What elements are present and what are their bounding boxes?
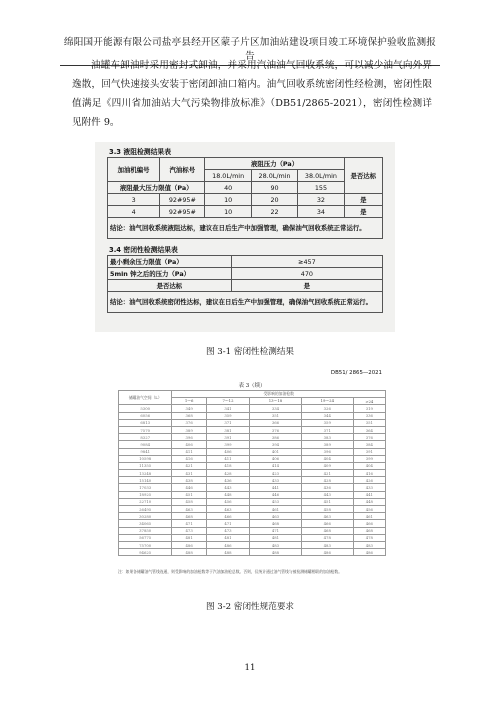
volume-cell: 26495 xyxy=(119,506,172,513)
pressure-cell: 416 xyxy=(353,470,385,477)
pressure-cell: 483 xyxy=(250,541,302,548)
pressure-cell: 384 xyxy=(353,441,385,448)
pressure-cell: 468 xyxy=(353,527,385,534)
pressure-cell: 381 xyxy=(206,426,249,433)
standard-table-body xyxy=(119,405,386,556)
table-row xyxy=(119,405,386,412)
value-cell: 34 xyxy=(298,206,344,218)
pressure-cell: 428 xyxy=(206,470,249,477)
min-pressure-label: 最小剩余压力限值（Pa） xyxy=(108,256,232,268)
volume-cell: 6813 xyxy=(119,419,172,426)
table-row xyxy=(119,426,386,433)
table-row xyxy=(119,506,386,513)
pressure-cell: 466 xyxy=(206,513,249,520)
pressure-cell: 461 xyxy=(353,513,385,520)
pressure-cell: 326 xyxy=(301,405,353,412)
pressure-cell: 391 xyxy=(206,434,249,441)
pressure-cell: 359 xyxy=(206,412,249,419)
limit-label: 液阻最大压力限值（Pa） xyxy=(108,182,205,194)
pressure-cell: 371 xyxy=(206,419,249,426)
pressure-cell: 351 xyxy=(250,412,302,419)
table-row xyxy=(108,194,383,206)
liquid-pressure-header: 液阻压力（Pa） xyxy=(205,158,344,170)
pressure-cell: 433 xyxy=(250,477,302,484)
pressure-cell: 473 xyxy=(206,527,249,534)
pressure-cell: 456 xyxy=(206,498,249,505)
pressure-cell: 428 xyxy=(301,477,353,484)
pressure-cell: 341 xyxy=(206,405,249,412)
pressure-cell: 486 xyxy=(301,549,353,556)
five-min-pressure-label: 5min 钟之后的压力（Pa） xyxy=(108,268,232,280)
pressure-cell: 399 xyxy=(206,441,249,448)
tightness-pass-label: 是否达标 xyxy=(108,280,232,292)
tightness-table-title: 3.4 密闭性检测结果表 xyxy=(109,246,178,254)
volume-cell: 56775 xyxy=(119,534,172,541)
pressure-cell: 364 xyxy=(353,426,385,433)
grade-cell: 92#95# xyxy=(160,206,205,218)
table-row xyxy=(119,441,386,448)
liquid-conclusion: 结论：油气回收系统液阻达标，建议在日后生产中加强管理，确保油气回收系统正常运行。 xyxy=(108,218,383,239)
table-row xyxy=(119,534,386,541)
test-result-scan xyxy=(95,142,395,332)
pressure-cell: 431 xyxy=(172,470,207,477)
pressure-cell: 396 xyxy=(301,448,353,455)
volume-cell: 9841 xyxy=(119,448,172,455)
table-row xyxy=(119,498,386,505)
volume-cell: 7570 xyxy=(119,426,172,433)
pressure-cell: 451 xyxy=(172,491,207,498)
pressure-cell: 481 xyxy=(172,534,207,541)
machine-cell: 4 xyxy=(108,206,160,218)
pressure-cell: 406 xyxy=(250,455,302,462)
pressure-cell: 483 xyxy=(301,541,353,548)
nozzle-range-header: 13～18 xyxy=(250,398,302,405)
pressure-cell: 414 xyxy=(250,462,302,469)
tightness-pass-value: 是 xyxy=(231,280,382,292)
pressure-cell: 486 xyxy=(353,549,385,556)
pressure-cell: 471 xyxy=(172,520,207,527)
pressure-cell: 441 xyxy=(353,491,385,498)
pressure-cell: 468 xyxy=(301,527,353,534)
table-row xyxy=(119,513,386,520)
volume-cell: 9084 xyxy=(119,441,172,448)
standard-table-scan xyxy=(118,370,386,585)
value-cell: 20 xyxy=(251,194,297,206)
standard-table xyxy=(118,390,386,556)
pressure-cell: 448 xyxy=(353,498,385,505)
page-number: 11 xyxy=(244,663,256,673)
grade-cell: 92#95# xyxy=(160,194,205,206)
pressure-cell: 376 xyxy=(250,426,302,433)
tightness-conclusion: 结论：油气回收系统密闭性达标，建议在日后生产中加强管理，确保油气回收系统正常运行。 xyxy=(108,292,383,313)
pressure-cell: 401 xyxy=(250,448,302,455)
pressure-cell: 336 xyxy=(353,412,385,419)
pressure-cell: 404 xyxy=(301,455,353,462)
page-header: 绵阳国开能源有限公司盐亭县经开区蒙子片区加油站建设项目竣工环境保护验收监测报告 xyxy=(60,34,440,66)
table-row xyxy=(119,470,386,477)
volume-cell: 22710 xyxy=(119,498,172,505)
pressure-cell: 394 xyxy=(250,441,302,448)
volume-cell: 30280 xyxy=(119,513,172,520)
pressure-cell: 376 xyxy=(353,434,385,441)
pressure-cell: 481 xyxy=(206,534,249,541)
pressure-cell: 468 xyxy=(250,520,302,527)
flow-header: 28.0L/min xyxy=(251,170,297,182)
pressure-cell: 406 xyxy=(206,448,249,455)
pressure-cell: 456 xyxy=(353,506,385,513)
volume-cell: 13248 xyxy=(119,470,172,477)
pressure-cell: 436 xyxy=(206,477,249,484)
pressure-cell: 389 xyxy=(172,426,207,433)
table-row xyxy=(119,491,386,498)
flow-header: 18.0L/min xyxy=(205,170,251,182)
pressure-cell: 483 xyxy=(353,541,385,548)
table-row xyxy=(119,477,386,484)
pressure-cell: 366 xyxy=(250,419,302,426)
pressure-cell: 441 xyxy=(250,484,302,491)
nozzle-group-header: 受影响的加油枪数 xyxy=(172,391,386,398)
machine-header: 加油机编号 xyxy=(108,158,160,182)
pressure-cell: 446 xyxy=(172,484,207,491)
pressure-cell: 451 xyxy=(301,498,353,505)
liquid-resistance-table xyxy=(107,157,383,239)
pressure-cell: 334 xyxy=(250,405,302,412)
pressure-cell: 443 xyxy=(301,491,353,498)
pressure-cell: 416 xyxy=(172,455,207,462)
table-row xyxy=(119,455,386,462)
pressure-cell: 481 xyxy=(250,534,302,541)
table-row xyxy=(119,448,386,455)
five-min-pressure-value: 470 xyxy=(231,268,382,280)
pressure-cell: 448 xyxy=(206,491,249,498)
nozzle-range-header: 1～6 xyxy=(172,398,207,405)
table-row xyxy=(119,549,386,556)
value-cell: 10 xyxy=(205,206,251,218)
pressure-cell: 473 xyxy=(172,527,207,534)
pressure-cell: 486 xyxy=(172,541,207,548)
pressure-cell: 461 xyxy=(250,506,302,513)
pass-cell: 是 xyxy=(344,194,382,206)
pressure-cell: 359 xyxy=(301,419,353,426)
volume-cell: 10598 xyxy=(119,455,172,462)
pressure-cell: 319 xyxy=(353,405,385,412)
pressure-cell: 349 xyxy=(172,405,207,412)
machine-cell: 3 xyxy=(108,194,160,206)
pressure-cell: 488 xyxy=(206,549,249,556)
pressure-cell: 433 xyxy=(353,484,385,491)
pressure-cell: 471 xyxy=(250,527,302,534)
pressure-cell: 466 xyxy=(353,520,385,527)
value-cell: 32 xyxy=(298,194,344,206)
nozzle-range-header: 19～24 xyxy=(301,398,353,405)
pressure-cell: 446 xyxy=(250,491,302,498)
pressure-cell: 351 xyxy=(353,419,385,426)
table-row xyxy=(108,206,383,218)
pressure-cell: 406 xyxy=(172,441,207,448)
pressure-cell: 458 xyxy=(172,498,207,505)
min-pressure-value: ≥457 xyxy=(231,256,382,268)
pressure-cell: 436 xyxy=(301,484,353,491)
volume-cell: 15140 xyxy=(119,477,172,484)
table-row xyxy=(119,412,386,419)
pressure-cell: 458 xyxy=(301,506,353,513)
pressure-cell: 344 xyxy=(301,412,353,419)
liquid-resistance-table-title: 3.3 液阻检测结果表 xyxy=(109,148,171,156)
pressure-cell: 421 xyxy=(172,462,207,469)
table-row xyxy=(119,419,386,426)
pressure-cell: 471 xyxy=(206,520,249,527)
value-cell: 10 xyxy=(205,194,251,206)
pressure-cell: 411 xyxy=(172,448,207,455)
pressure-cell: 383 xyxy=(301,434,353,441)
volume-cell: 75700 xyxy=(119,541,172,548)
pressure-cell: 488 xyxy=(250,549,302,556)
figure-caption-2: 图 3-2 密闭性规范要求 xyxy=(205,602,295,612)
pressure-cell: 463 xyxy=(172,506,207,513)
value-cell: 22 xyxy=(251,206,297,218)
volume-header: 储罐油气空间（L） xyxy=(119,391,172,405)
pressure-cell: 468 xyxy=(172,513,207,520)
standard-table-note: 注：如果各储罐油气管线连通，则受影响的加油枪数等于汽油加油枪总数。否则，仅统计通过油气管线与被检测储罐相联的加油枪数。 xyxy=(118,569,343,574)
pressure-cell: 463 xyxy=(206,506,249,513)
volume-cell: 37850 xyxy=(119,527,172,534)
limit-value: 155 xyxy=(298,182,344,194)
pressure-cell: 423 xyxy=(250,470,302,477)
pressure-cell: 478 xyxy=(353,534,385,541)
pressure-cell: 386 xyxy=(250,434,302,441)
pass-header: 是否达标 xyxy=(344,158,382,194)
volume-cell: 94625 xyxy=(119,549,172,556)
nozzle-range-header: 7～12 xyxy=(206,398,249,405)
table-row xyxy=(119,484,386,491)
pressure-cell: 421 xyxy=(301,470,353,477)
volume-cell: 34065 xyxy=(119,520,172,527)
volume-cell: 18925 xyxy=(119,491,172,498)
volume-cell: 11355 xyxy=(119,462,172,469)
pass-cell: 是 xyxy=(344,206,382,218)
pressure-cell: 443 xyxy=(206,484,249,491)
pressure-cell: 466 xyxy=(301,520,353,527)
pressure-cell: 463 xyxy=(250,513,302,520)
table-row xyxy=(119,541,386,548)
table-row xyxy=(119,527,386,534)
volume-cell: 8327 xyxy=(119,434,172,441)
body-paragraph: 油罐车卸油时采用密封式卸油，并采用汽油油气回收系统，可以减少油气向外界逸散，回气快速接头安装于密闭卸油口箱内。油气回收系统密闭性经检测，密闭性限值满足《四川省加油站大气污染物排放标准》（DB51/2865-2021），密闭性检测详见附件 9。 xyxy=(72,60,432,128)
pressure-cell: 488 xyxy=(172,549,207,556)
pressure-cell: 486 xyxy=(206,541,249,548)
flow-header: 38.0L/min xyxy=(298,170,344,182)
pressure-cell: 391 xyxy=(353,448,385,455)
pressure-cell: 426 xyxy=(353,477,385,484)
limit-value: 40 xyxy=(205,182,251,194)
pressure-cell: 404 xyxy=(353,462,385,469)
pressure-cell: 478 xyxy=(301,534,353,541)
pressure-cell: 396 xyxy=(172,434,207,441)
pressure-cell: 399 xyxy=(353,455,385,462)
volume-cell: 6056 xyxy=(119,412,172,419)
pressure-cell: 376 xyxy=(172,419,207,426)
pressure-cell: 438 xyxy=(172,477,207,484)
volume-cell: 5300 xyxy=(119,405,172,412)
pressure-cell: 453 xyxy=(250,498,302,505)
pressure-cell: 409 xyxy=(301,462,353,469)
pressure-cell: 418 xyxy=(206,462,249,469)
table-row xyxy=(119,520,386,527)
pressure-cell: 389 xyxy=(301,441,353,448)
pressure-cell: 371 xyxy=(301,426,353,433)
volume-cell: 17033 xyxy=(119,484,172,491)
limit-value: 90 xyxy=(251,182,297,194)
table-row xyxy=(119,462,386,469)
pressure-cell: 411 xyxy=(206,455,249,462)
tightness-table xyxy=(107,255,383,313)
standard-table-title: 表 3（续） xyxy=(238,383,266,389)
figure-caption-1: 图 3-1 密闭性检测结果 xyxy=(205,347,295,357)
standard-number: DB51/ 2865—2021 xyxy=(330,370,382,376)
nozzle-range-header: >24 xyxy=(353,398,385,405)
table-row xyxy=(119,434,386,441)
pressure-cell: 463 xyxy=(301,513,353,520)
pressure-cell: 368 xyxy=(172,412,207,419)
grade-header: 汽油标号 xyxy=(160,158,205,182)
